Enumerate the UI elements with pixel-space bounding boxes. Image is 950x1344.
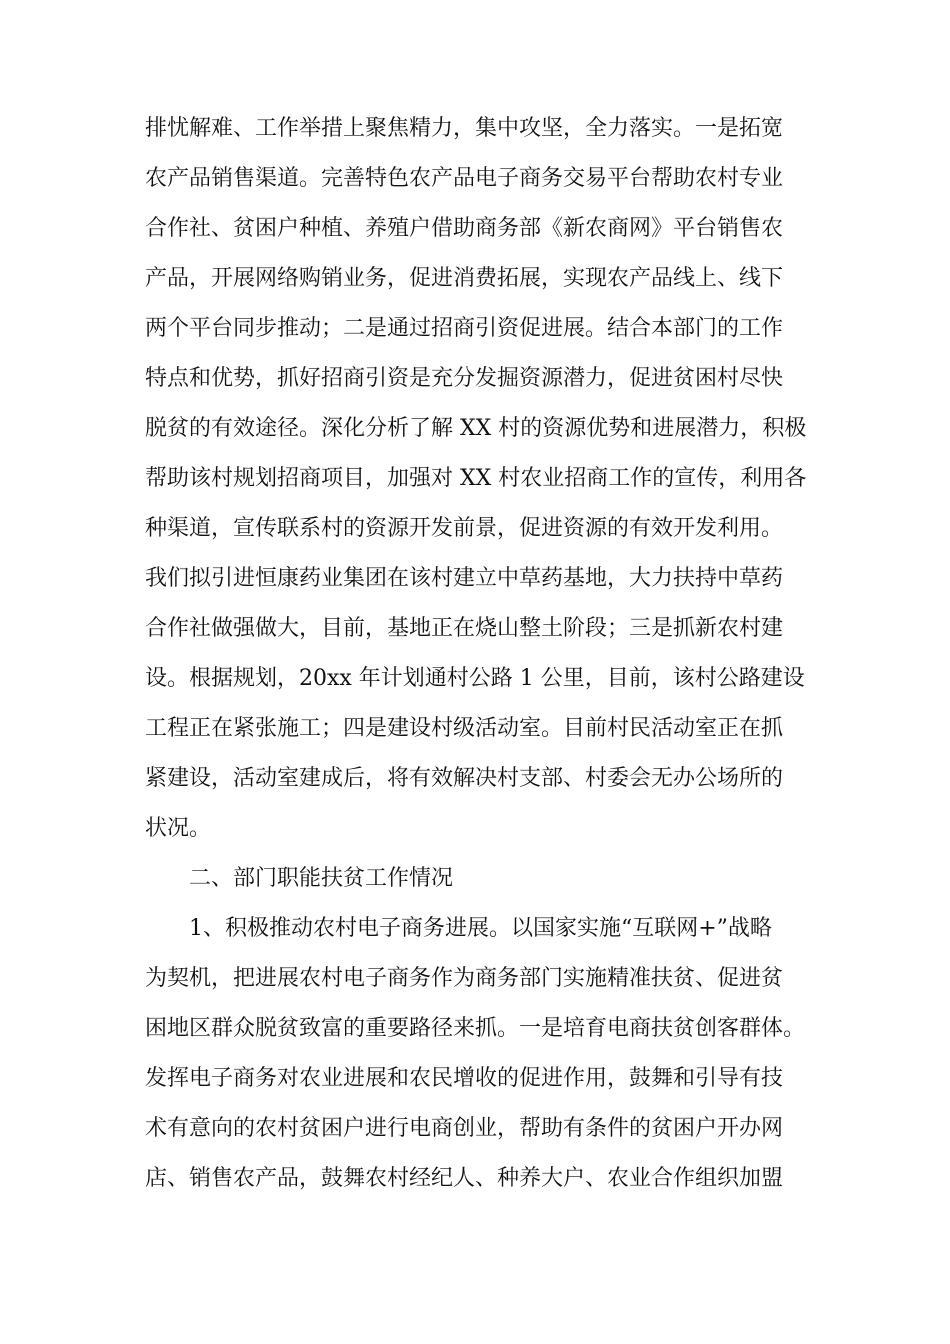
text-line: 设。根据规划，20xx 年计划通村公路 1 公里，目前，该村公路建设	[145, 666, 805, 691]
text-line: 种渠道，宣传联系村的资源开发前景，促进资源的有效开发利用。	[145, 516, 784, 541]
text-line: 合作社做强做大，目前，基地正在烧山整土阶段；三是抓新农村建	[145, 616, 784, 641]
text-line: 特点和优势，抓好招商引资是充分发掘资源潜力，促进贫困村尽快	[145, 366, 784, 391]
text-line: 紧建设，活动室建成后，将有效解决村支部、村委会无办公场所的	[145, 766, 784, 791]
text-line: 困地区群众脱贫致富的重要路径来抓。一是培育电商扶贫创客群体。	[145, 1016, 806, 1041]
text-line: 帮助该村规划招商项目，加强对 XX 村农业招商工作的宣传，利用各	[145, 466, 807, 491]
text-line: 产品，开展网络购销业务，促进消费拓展，实现农产品线上、线下	[145, 266, 784, 291]
text-line: 状况。	[145, 816, 212, 841]
text-line: 农产品销售渠道。完善特色农产品电子商务交易平台帮助农村专业	[145, 166, 784, 191]
paragraph-start: 1、积极推动农村电子商务进展。以国家实施“互联网+”战略	[189, 916, 772, 941]
text-line: 店、销售农产品，鼓舞农村经纪人、种养大户、农业合作组织加盟	[145, 1166, 784, 1191]
text-line: 工程正在紧张施工；四是建设村级活动室。目前村民活动室正在抓	[145, 716, 784, 741]
section-heading: 二、部门职能扶贫工作情况	[189, 866, 454, 891]
text-line: 发挥电子商务对农业进展和农民增收的促进作用，鼓舞和引导有技	[145, 1066, 784, 1091]
text-line: 排忧解难、工作举措上聚焦精力，集中攻坚，全力落实。一是拓宽	[145, 116, 784, 141]
text-line: 术有意向的农村贫困户进行电商创业，帮助有条件的贫困户开办网	[145, 1116, 784, 1141]
document-body	[145, 104, 810, 1204]
text-line: 两个平台同步推动；二是通过招商引资促进展。结合本部门的工作	[145, 316, 784, 341]
text-line: 为契机，把进展农村电子商务作为商务部门实施精准扶贫、促进贫	[145, 966, 784, 991]
text-line: 脱贫的有效途径。深化分析了解 XX 村的资源优势和进展潜力，积极	[145, 416, 807, 441]
text-line: 我们拟引进恒康药业集团在该村建立中草药基地，大力扶持中草药	[145, 566, 784, 591]
text-line: 合作社、贫困户种植、养殖户借助商务部《新农商网》平台销售农	[145, 216, 784, 241]
